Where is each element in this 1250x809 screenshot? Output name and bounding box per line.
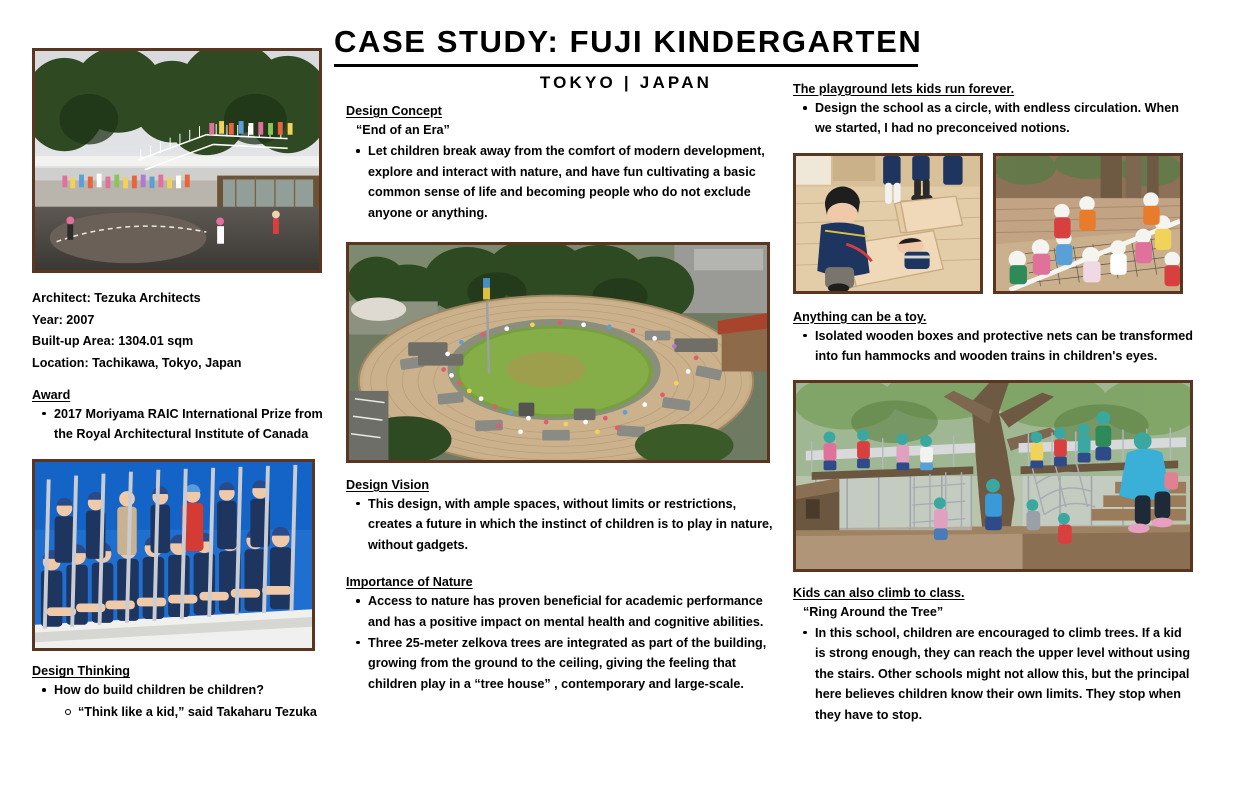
- tree-net-photo: [993, 153, 1183, 294]
- fact-location: Location: Tachikawa, Tokyo, Japan: [32, 355, 242, 370]
- design-concept-heading: Design Concept: [346, 104, 442, 118]
- design-thinking-sublist: [54, 702, 328, 722]
- list-item: This design, with ample spaces, without limits or restrictions, creates a future in which the instinct of children is to play in nature, without gadgets.: [368, 494, 782, 555]
- list-item: Let children break away from the comfort of modern development, explore and interact with nature, and have fun cultivating a basic common sense of life and becoming people who do not exclude anyone or anything.: [368, 141, 782, 223]
- fact-architect: Architect: Tezuka Architects: [32, 291, 201, 305]
- title-underline-rule: [334, 64, 918, 67]
- left-column: [32, 48, 328, 722]
- climb-heading: Kids can also climb to class.: [793, 585, 965, 600]
- list-item: Design the school as a circle, with endless circulation. When we started, I had no preconceived notions.: [815, 98, 1195, 139]
- exterior-photo: [32, 48, 322, 273]
- climb-list: [793, 623, 1195, 725]
- design-vision-heading: Design Vision: [346, 477, 430, 492]
- award-list: [32, 404, 328, 445]
- exterior-photo-art: [35, 51, 319, 270]
- list-item: Access to nature has proven beneficial for academic performance and has a positive impact on mental health and cognitive abilities.: [368, 591, 782, 632]
- playground-heading: The playground lets kids run forever.: [793, 82, 1015, 96]
- fact-area: Built-up Area: 1304.01 sqm: [32, 334, 194, 349]
- design-concept-list: [346, 141, 782, 223]
- award-heading: Award: [32, 387, 71, 402]
- aerial-view-photo-art: [349, 245, 767, 460]
- climb-quote: “Ring Around the Tree”: [803, 604, 944, 619]
- treehouse-interior-photo: [793, 380, 1193, 572]
- design-thinking-heading: Design Thinking: [32, 664, 130, 679]
- middle-column: [346, 104, 782, 695]
- fact-year: Year: 2007: [32, 312, 95, 327]
- rooftop-children-photo-art: [35, 462, 312, 648]
- list-item: In this school, children are encouraged to climb trees. If a kid is strong enough, they can reach the upper level without using the stairs. Other schools might not allow this, but the principal here believes children know their own limits. They stop when they have to stop.: [815, 623, 1195, 725]
- list-item: 2017 Moriyama RAIC International Prize from the Royal Architectural Institute of Canada: [54, 404, 328, 445]
- playground-list: [793, 98, 1195, 139]
- design-concept-quote: “End of an Era”: [356, 123, 450, 137]
- tree-net-photo-art: [996, 156, 1180, 291]
- project-facts: [32, 288, 328, 375]
- toy-list: [793, 326, 1195, 367]
- importance-of-nature-heading: Importance of Nature: [346, 575, 473, 590]
- list-item: Three 25-meter zelkova trees are integrated as part of the building, growing from the ground to the ceiling, giving the feeling that children play in a “tree house” , contemporary and large-scale.: [368, 633, 782, 694]
- aerial-view-photo: [346, 242, 770, 463]
- design-thinking-list: [32, 680, 328, 722]
- treehouse-interior-photo-art: [796, 383, 1190, 569]
- wooden-boxes-photo-art: [796, 156, 980, 291]
- rooftop-children-photo: [32, 459, 315, 651]
- page-subtitle: TOKYO | JAPAN: [539, 73, 713, 92]
- toy-heading: Anything can be a toy.: [793, 309, 927, 324]
- right-column: [793, 82, 1195, 726]
- list-item: “Think like a kid,” said Takaharu Tezuka: [78, 702, 328, 722]
- wooden-boxes-photo: [793, 153, 983, 294]
- list-item: How do build children be children?: [54, 680, 328, 700]
- importance-of-nature-list: [346, 591, 782, 694]
- design-vision-list: [346, 494, 782, 555]
- page-title: CASE STUDY: FUJI KINDERGARTEN: [334, 24, 923, 59]
- playground-photo-row: [793, 153, 1195, 294]
- list-item: Isolated wooden boxes and protective nets can be transformed into fun hammocks and wooden trains in children's eyes.: [815, 326, 1195, 367]
